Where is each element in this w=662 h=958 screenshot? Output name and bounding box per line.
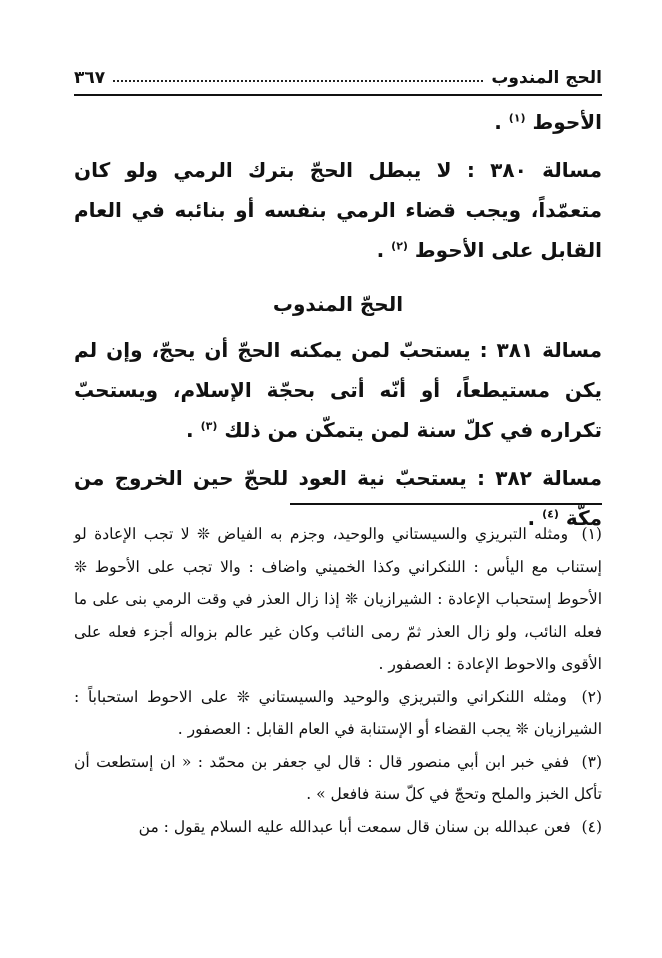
- section-heading: الحجّ المندوب: [272, 292, 404, 316]
- footnote-text: ومثله التبريزي والسيستاني والوحيد، وجزم به الفياض ❊ لا تجب الإعادة لو إستناب مع اليأس : اللنكراني وكذا الخميني واضاف : والا تجب على الأحوط ❊ الأحوط إستحباب الإعادة : الشيرازيان ❊ إذا زال العذر في وقت الرمي بنى على ما فعله النائب، ولو زال العذر ثمّ رمى النائب وكان غير عالم بزواله أجزء فعله على الأقوى والاحوط الإعادة : العصفور .: [74, 525, 602, 673]
- issue-label: مسالة: [542, 338, 602, 362]
- footnote-4: [74, 811, 602, 844]
- footnote-number: (٤): [581, 817, 602, 836]
- footnote-2: [74, 681, 602, 746]
- period: .: [494, 110, 502, 134]
- footnote-1: [74, 518, 602, 681]
- page-number: ٣٦٧: [74, 68, 106, 88]
- footnote-ref: (٤): [542, 507, 559, 521]
- issue-number: ٣٨٢: [495, 466, 532, 490]
- footnote-text: ففي خبر ابن أبي منصور قال : قال لي جعفر بن محمّد : « ان إستطعت أن تأكل الخبز والملح وتحجّ في كلّ سنة فافعل » .: [74, 752, 602, 803]
- footnote-ref: (٣): [200, 419, 218, 433]
- continuation-text: الأحوط: [532, 110, 602, 134]
- issue-381: [74, 330, 602, 450]
- issue-number: ٣٨١: [496, 338, 534, 362]
- footnote-3: [74, 746, 602, 811]
- running-title: الحج المندوب: [491, 68, 602, 88]
- issue-text: لا يبطل الحجّ بترك الرمي ولو كان متعمّداً، ويجب قضاء الرمي بنفسه أو بنائبه في العام القابل على الأحوط: [74, 158, 602, 262]
- header-rule: [74, 94, 602, 96]
- paragraph-continuation: [74, 102, 602, 142]
- issue-text: يستحبّ لمن يمكنه الحجّ أن يحجّ، وإن لم يكن مستيطعاً، أو أنّه أتى بحجّة الإسلام، ويستحبّ تكراره في كلّ سنة لمن يتمكّن من ذلك: [74, 338, 602, 442]
- footnote-ref: (٢): [391, 239, 408, 253]
- period: .: [376, 238, 385, 262]
- main-text: [74, 102, 602, 538]
- footnotes: [74, 518, 602, 843]
- issue-separator: :: [479, 338, 488, 362]
- issue-label: مسالة: [542, 466, 602, 490]
- issue-separator: :: [477, 466, 486, 490]
- footnote-ref: (١): [508, 111, 526, 125]
- issue-380: [74, 150, 602, 270]
- issue-separator: :: [466, 158, 475, 182]
- period: .: [527, 506, 536, 530]
- footnote-separator: [290, 503, 602, 505]
- footnote-number: (٣): [581, 752, 602, 771]
- leader-dots: [113, 80, 483, 82]
- issue-label: مسالة: [542, 158, 602, 182]
- footnote-number: (٢): [581, 687, 602, 706]
- footnote-number: (١): [581, 525, 602, 543]
- footnote-text: ومثله اللنكراني والتبريزي والوحيد والسيستاني ❊ على الاحوط استحباباً : الشيرازيان ❊ يجب القضاء أو الإستنابة في العام القابل : العصفور .: [74, 687, 602, 738]
- issue-text: يستحبّ نية العود للحجّ حين الخروج من مكّة: [74, 466, 602, 530]
- period: .: [185, 418, 194, 442]
- running-header: [74, 58, 602, 88]
- footnote-text: فعن عبدالله بن سنان قال سمعت أبا عبدالله عليه السلام يقول : من: [138, 817, 571, 836]
- issue-number: ٣٨٠: [490, 158, 527, 182]
